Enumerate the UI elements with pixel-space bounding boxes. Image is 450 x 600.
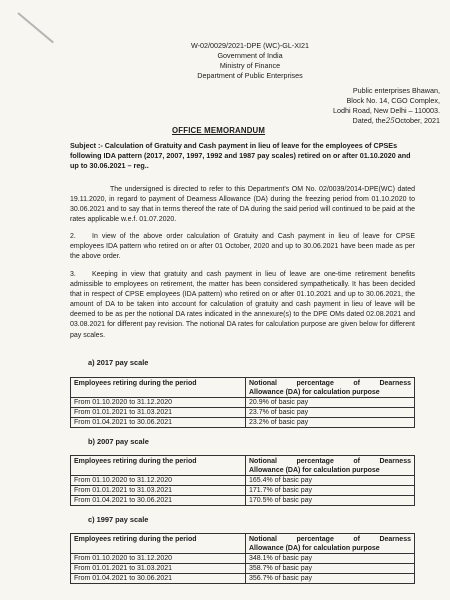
department-name: Department of Public Enterprises: [197, 71, 303, 80]
address-line: Block No. 14, CGO Complex,: [346, 96, 440, 105]
rate-cell: 165.4% of basic pay: [246, 476, 415, 486]
ministry-name: Ministry of Finance: [219, 61, 281, 70]
paragraph-text: Keeping in view that gratuity and cash payment in lieu of leave are one-time retirement benefits admissible to employees on retirement, the matter has been considered sympathetically. It has been decided that in respect of CPSE employees (IDA pattern) who retired on or after 01.10.2021 and up to 30.06.2021, the amount of DA to be taken into account for calculation of gratuity and cash payment in lieu of leave will be deemed to be as per the notional DA rates indicated in the annexure(s) to the DPE OMs dated 02.08.2021 and 03.08.2021 for different pay revision. The notional DA rates for calculation purpose are given below for different pay scales.: [70, 271, 415, 339]
table-row: [71, 398, 415, 408]
section-heading: a) 2017 pay scale: [88, 358, 149, 367]
letterhead: [150, 41, 350, 81]
column-header-rate: Notional percentage of Dearness Allowance (DA) for calculation purpose: [246, 456, 415, 476]
period-cell: From 01.04.2021 to 30.06.2021: [71, 418, 246, 428]
file-number: W-02/0029/2021-DPE (WC)-GL-XI21: [190, 41, 310, 50]
rate-cell: 170.5% of basic pay: [246, 496, 415, 506]
document-date: Dated, the25October, 2021: [352, 116, 440, 125]
rate-cell: 356.7% of basic pay: [246, 574, 415, 584]
paragraph-number: 3.: [70, 271, 76, 278]
period-cell: From 01.10.2020 to 31.12.2020: [71, 476, 246, 486]
column-header-period: Employees retiring during the period: [71, 378, 246, 398]
section-heading: b) 2007 pay scale: [88, 437, 149, 446]
memo-title: OFFICE MEMORANDUM: [172, 126, 266, 135]
table-row: [71, 496, 415, 506]
period-cell: From 01.04.2021 to 30.06.2021: [71, 496, 246, 506]
rate-cell: 23.7% of basic pay: [246, 408, 415, 418]
handwritten-day: 25: [385, 116, 395, 125]
government-name: Government of India: [217, 51, 283, 60]
paragraph-3: [70, 270, 415, 341]
pen-mark: [17, 12, 54, 43]
period-cell: From 01.10.2020 to 31.12.2020: [71, 398, 246, 408]
rate-cell: 348.1% of basic pay: [246, 554, 415, 564]
table-header-row: [71, 456, 415, 476]
da-rate-table: [70, 377, 415, 428]
period-cell: From 01.04.2021 to 30.06.2021: [71, 574, 246, 584]
table-row: [71, 476, 415, 486]
da-rate-table: [70, 455, 415, 506]
column-header-period: Employees retiring during the period: [71, 534, 246, 554]
subject-line: Subject :- Calculation of Gratuity and Cash payment in lieu of leave for the employees of CPSEs following IDA pattern (2017, 2007, 1997, 1992 and 1987 pay scales) retired on or after 01.10.2020 and up to 30.06.2021 – reg..: [70, 141, 411, 170]
table-row: [71, 418, 415, 428]
table-header-row: [71, 378, 415, 398]
period-cell: From 01.01.2021 to 31.03.2021: [71, 564, 246, 574]
address-block: [270, 86, 440, 126]
period-cell: From 01.01.2021 to 31.03.2021: [71, 486, 246, 496]
table-row: [71, 486, 415, 496]
table-header-row: [71, 534, 415, 554]
da-rate-table: [70, 533, 415, 584]
paragraph-2: [70, 232, 415, 262]
address-line: Lodhi Road, New Delhi – 110003.: [333, 106, 440, 115]
table-row: [71, 564, 415, 574]
paragraph-number: 2.: [70, 233, 76, 240]
period-cell: From 01.10.2020 to 31.12.2020: [71, 554, 246, 564]
paragraph-text: In view of the above order calculation of Gratuity and Cash payment in lieu of leave for CPSE employees IDA pattern who retired on or after 01 October, 2020 and up to 30.06.2021 have been made as per the above order.: [70, 233, 415, 261]
table-row: [71, 554, 415, 564]
rate-cell: 23.2% of basic pay: [246, 418, 415, 428]
column-header-period: Employees retiring during the period: [71, 456, 246, 476]
column-header-rate: Notional percentage of Dearness Allowance (DA) for calculation purpose: [246, 534, 415, 554]
address-line: Public enterprises Bhawan,: [352, 86, 440, 95]
table-row: [71, 408, 415, 418]
rate-cell: 358.7% of basic pay: [246, 564, 415, 574]
section-heading: c) 1997 pay scale: [88, 515, 149, 524]
column-header-rate: Notional percentage of Dearness Allowance (DA) for calculation purpose: [246, 378, 415, 398]
period-cell: From 01.01.2021 to 31.03.2021: [71, 408, 246, 418]
paragraph-1: The undersigned is directed to refer to this Department's OM No. 02/0039/2014-DPE(WC) dated 19.11.2020, in regard to payment of Dearness Allowance (DA) during the freezing period from 01.10.2020 to 30.06.2021 and to say that in terms thereof the rate of DA during the said period will continued to be paid at the rates applicable w.e.f. 01.07.2020.: [70, 186, 415, 224]
table-row: [71, 574, 415, 584]
rate-cell: 20.9% of basic pay: [246, 398, 415, 408]
rate-cell: 171.7% of basic pay: [246, 486, 415, 496]
